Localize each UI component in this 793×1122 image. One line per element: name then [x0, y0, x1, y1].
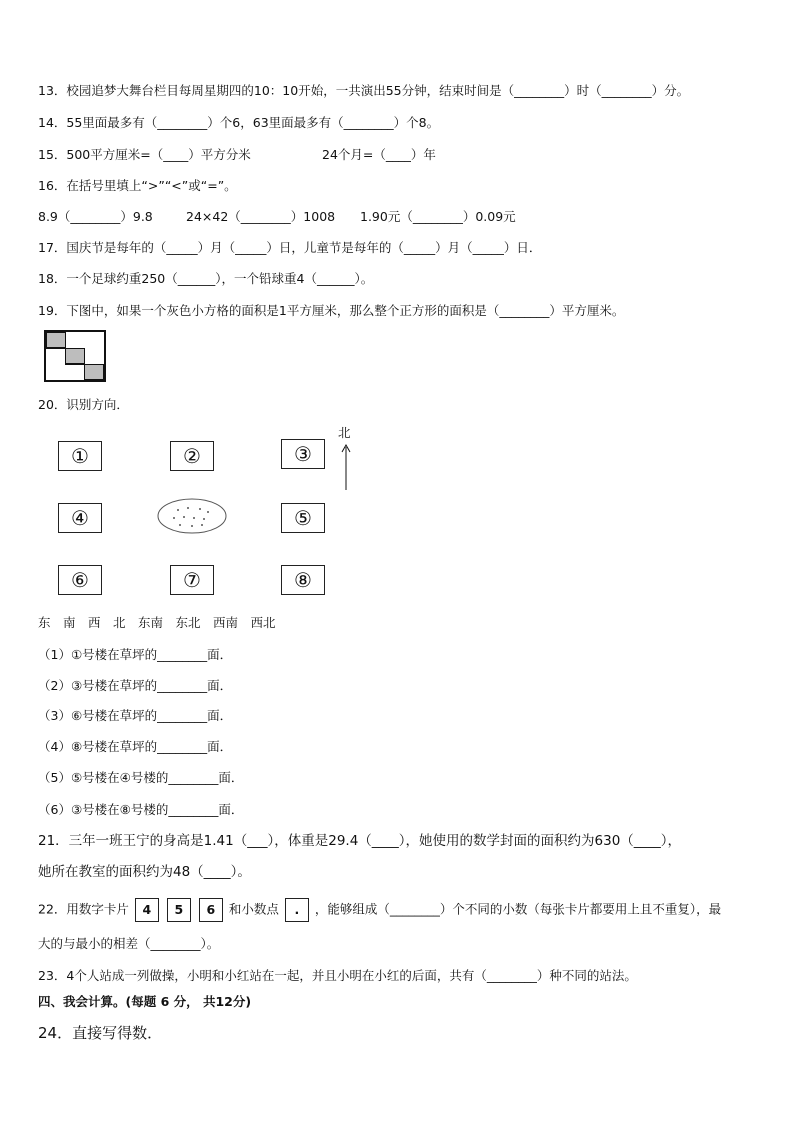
direction-options: 东 南 西 北 东南 东北 西南 西北: [38, 615, 276, 630]
section-4-heading: 四、我会计算。(每题 6 分， 共12分): [38, 994, 252, 1009]
question-17: 17．国庆节是每年的（_____）月（_____）日，儿童节是每年的（_____）月（_____）日．: [38, 240, 542, 255]
building-6: ⑥: [58, 565, 102, 595]
question-15a: 15．500平方厘米=（____）平方分米: [38, 147, 251, 162]
question-15b: 24个月=（____）年: [322, 147, 436, 162]
sub-question-4: （4）⑧号楼在草坪的________面．: [38, 739, 233, 754]
lawn-ellipse: [156, 496, 228, 536]
step-line: [46, 348, 65, 349]
grey-cell: [84, 364, 104, 380]
building-3: ③: [281, 439, 325, 469]
building-2: ②: [170, 441, 214, 471]
grey-cell: [46, 332, 66, 348]
question-13: 13．校园追梦大舞台栏目每周星期四的10：10开始，一共演出55分钟，结束时间是（________）时（________）分。: [38, 83, 690, 98]
question-14: 14．55里面最多有（________）个6，63里面最多有（________）个8。: [38, 115, 440, 130]
question-22: [38, 898, 721, 922]
sub-question-2: （2）③号楼在草坪的________面．: [38, 678, 233, 693]
decimal-point-card: .: [285, 898, 309, 922]
question-16c: 1.90元（________）0.09元: [360, 209, 516, 224]
building-7: ⑦: [170, 565, 214, 595]
question-22b: 大的与最小的相差（________）。: [38, 936, 220, 951]
digit-card-5: 5: [167, 898, 191, 922]
sub-question-5: （5）⑤号楼在④号楼的________面．: [38, 770, 244, 785]
question-16a: 8.9（________）9.8: [38, 209, 153, 224]
building-1: ①: [58, 441, 102, 471]
q22-prefix: 22．用数字卡片: [38, 901, 129, 917]
question-21a: 21．三年一班王宁的身高是1.41（___），体重是29.4（____），她使用的数学封面的面积约为630（____），: [38, 833, 682, 849]
north-arrow-icon: [340, 443, 352, 491]
sub-question-1: （1）①号楼在草坪的________面．: [38, 647, 233, 662]
digit-card-6: 6: [199, 898, 223, 922]
q22-suffix: ，能够组成（________）个不同的小数（每张卡片都要用上且不重复），最: [314, 901, 722, 917]
sub-question-3: （3）⑥号楼在草坪的________面．: [38, 708, 233, 723]
question-18: 18．一个足球约重250（______），一个铅球重4（______）。: [38, 271, 374, 286]
question-16b: 24×42（________）1008: [186, 209, 336, 224]
building-8: ⑧: [281, 565, 325, 595]
sub-question-6: （6）③号楼在⑧号楼的________面．: [38, 802, 244, 817]
question-20: 20．识别方向．: [38, 397, 129, 412]
square-grid-figure: [44, 330, 106, 382]
north-label: 北: [338, 425, 351, 440]
question-21b: 她所在教室的面积约为48（____）。: [38, 864, 251, 880]
q22-middle: 和小数点: [228, 901, 279, 917]
question-19: 19．下图中，如果一个灰色小方格的面积是1平方厘米，那么整个正方形的面积是（________）平方厘米。: [38, 303, 625, 318]
question-24: 24．直接写得数．: [38, 1024, 163, 1042]
grey-cell: [65, 348, 85, 364]
question-16: 16．在括号里填上“>”“<”或“=”。: [38, 178, 237, 193]
digit-card-4: 4: [135, 898, 159, 922]
step-line: [65, 364, 84, 365]
building-5: ⑤: [281, 503, 325, 533]
question-23: 23．4个人站成一列做操，小明和小红站在一起，并且小明在小红的后面，共有（________）种不同的站法。: [38, 968, 637, 983]
building-4: ④: [58, 503, 102, 533]
